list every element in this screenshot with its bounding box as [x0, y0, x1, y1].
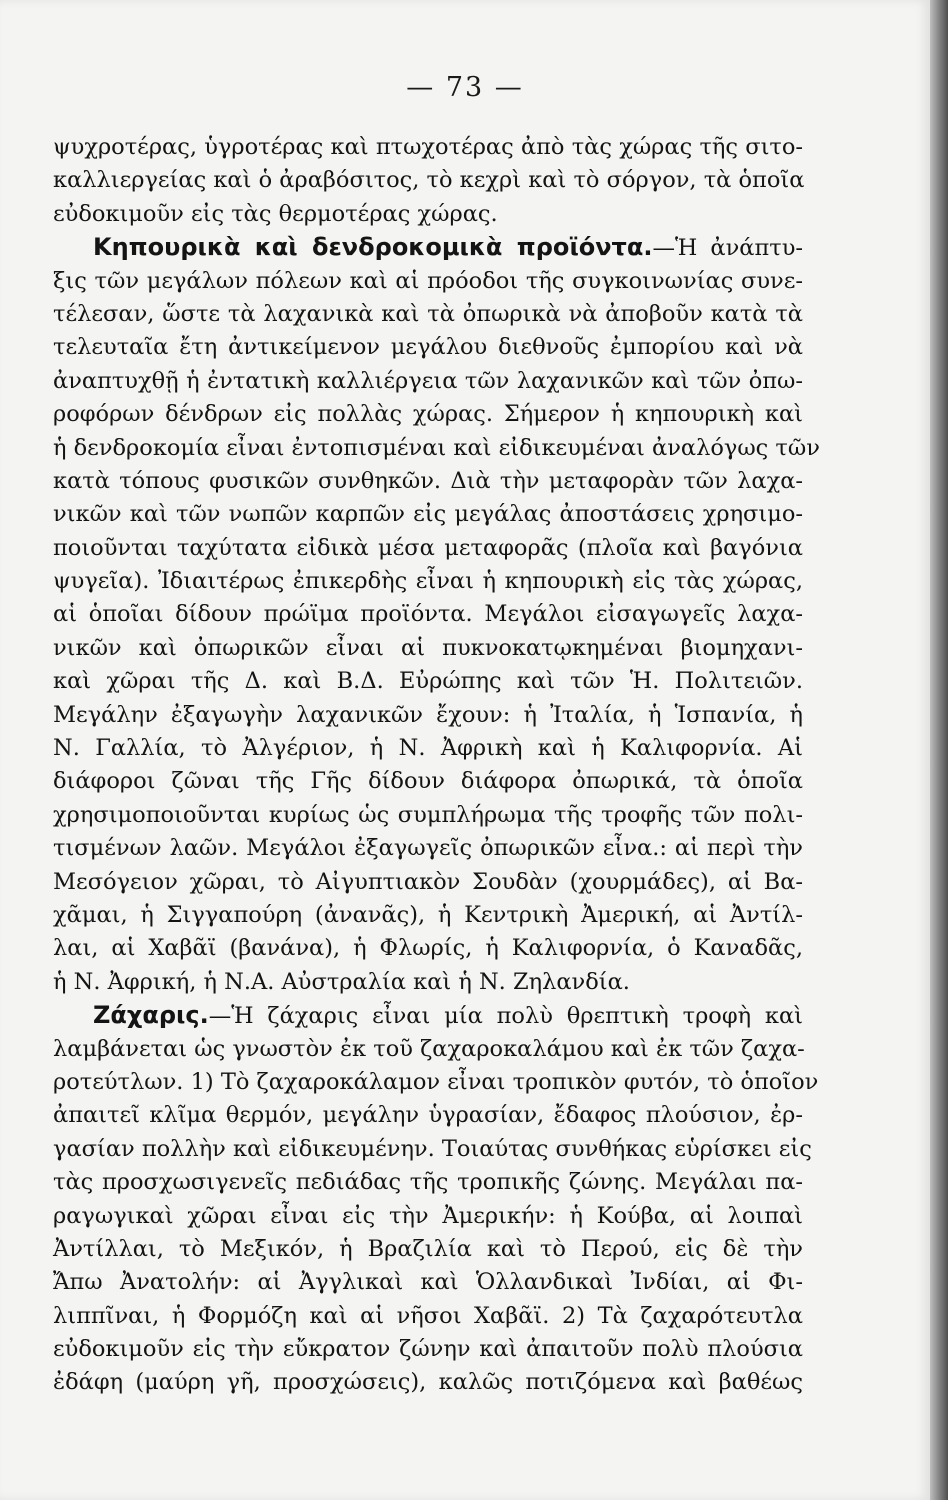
text-line: ποιοῦνται ταχύτατα εἰδικὰ μέσα μεταφορᾶς (πλοῖα καὶ βαγόνια — [53, 534, 803, 561]
text-line: χρησιμοποιοῦνται κυρίως ὡς συμπλήρωμα τῆς τροφῆς τῶν πολι- — [53, 801, 803, 828]
text-line: ἀπαιτεῖ κλῖμα θερμόν, μεγάλην ὑγρασίαν, ἔδαφος πλούσιον, ἐρ- — [53, 1102, 803, 1129]
text-line: ἐδάφη (μαύρη γῆ, προσχώσεις), καλῶς ποτιζόμενα καὶ βαθέως — [53, 1369, 803, 1396]
text-line: Ἄπω Ἀνατολήν: αἱ Ἀγγλικαὶ καὶ Ὁλλανδικαὶ Ἰνδίαι, αἱ Φι- — [53, 1269, 803, 1296]
text-line: τὰς προσχωσιγενεῖς πεδιάδας τῆς τροπικῆς ζώνης. Μεγάλαι πα- — [53, 1169, 803, 1196]
text-line: ραγωγικαὶ χῶραι εἶναι εἰς τὴν Ἀμερικήν: ἡ Κούβα, αἱ λοιπαὶ — [53, 1202, 803, 1229]
text-line: ξις τῶν μεγάλων πόλεων καὶ αἱ πρόοδοι τῆς συγκοινωνίας συνε- — [53, 267, 803, 294]
text-line: ροτεύτλων. 1) Τὸ ζαχαροκάλαμον εἶναι τροπικὸν φυτόν, τὸ ὁποῖον — [53, 1068, 819, 1095]
text-line: ἡ δενδροκομία εἶναι ἐντοπισμέναι καὶ εἰδικευμέναι ἀναλόγως τῶν — [53, 434, 820, 461]
text-line: τισμένων λαῶν. Μεγάλοι ἐξαγωγεῖς ὀπωρικῶν εἶνα.: αἱ περὶ τὴν — [53, 835, 803, 862]
section-heading-horticulture: Κηπουρικὰ καὶ δενδροκομικὰ προϊόντα. — [93, 233, 653, 262]
text-line: κατὰ τόπους φυσικῶν συνθηκῶν. Διὰ τὴν μεταφορὰν τῶν λαχα- — [53, 467, 803, 494]
text-line: λιππῖναι, ἡ Φορμόζη καὶ αἱ νῆσοι Χαβᾶϊ. 2) Τὰ ζαχαρότευτλα — [53, 1302, 803, 1329]
text-line: λαι, αἱ Χαβᾶϊ (βανάνα), ἡ Φλωρίς, ἡ Καλιφορνία, ὁ Καναδᾶς, — [53, 935, 803, 962]
text-line: καὶ χῶραι τῆς Δ. καὶ Β.Δ. Εὐρώπης καὶ τῶν Ἡ. Πολιτειῶν. — [53, 668, 803, 695]
text-line: τέλεσαν, ὥστε τὰ λαχανικὰ καὶ τὰ ὀπωρικὰ νὰ ἀποβοῦν κατὰ τὰ — [53, 300, 803, 327]
text-line: νικῶν καὶ τῶν νωπῶν καρπῶν εἰς μεγάλας ἀποστάσεις χρησιμο- — [53, 501, 803, 528]
text-line: αἱ ὁποῖαι δίδουν πρώϊμα προϊόντα. Μεγάλοι εἰσαγωγεῖς λαχα- — [53, 601, 803, 628]
text-line: ροφόρων δένδρων εἰς πολλὰς χώρας. Σήμερον ἡ κηπουρικὴ καὶ — [53, 401, 803, 428]
text-line: ψυγεῖα). Ἰδιαιτέρως ἐπικερδὴς εἶναι ἡ κηπουρικὴ εἰς τὰς χώρας, — [53, 568, 803, 595]
text-line: διάφοροι ζῶναι τῆς Γῆς δίδουν διάφορα ὀπωρικά, τὰ ὁποῖα — [53, 768, 803, 795]
section-heading-line — [53, 999, 803, 1032]
text-line: εὐδοκιμοῦν εἰς τὰς θερμοτέρας χώρας. — [53, 200, 498, 227]
text-line: Μεγάλην ἐξαγωγὴν λαχανικῶν ἔχουν: ἡ Ἰταλία, ἡ Ἱσπανία, ἡ — [53, 701, 803, 728]
page-number: — 73 — — [406, 72, 524, 103]
text-line: καλλιεργείας καὶ ὁ ἀραβόσιτος, τὸ κεχρὶ καὶ τὸ σόργον, τὰ ὁποῖα — [53, 167, 805, 194]
text-line: εὐδοκιμοῦν εἰς τὴν εὔκρατον ζώνην καὶ ἀπαιτοῦν πολὺ πλούσια — [53, 1336, 803, 1363]
text-line: λαμβάνεται ὡς γνωστὸν ἐκ τοῦ ζαχαροκαλάμου καὶ ἐκ τῶν ζαχα- — [53, 1035, 805, 1062]
section-heading-line — [53, 231, 803, 264]
text-line: ἡ Ν. Ἀφρική, ἡ Ν.Α. Αὐστραλία καὶ ἡ Ν. Ζηλανδία. — [53, 968, 630, 995]
text-line: χᾶμαι, ἡ Σιγγαπούρη (ἀνανᾶς), ἡ Κεντρικὴ Ἀμερική, αἱ Ἀντίλ- — [53, 901, 803, 928]
text-line-rest: —Ἡ ζάχαρις εἶναι μία πολὺ θρεπτικὴ τροφὴ καὶ — [208, 1003, 803, 1030]
text-line: τελευταῖα ἔτη ἀντικείμενον μεγάλου διεθνοῦς ἐμπορίου καὶ νὰ — [53, 334, 803, 361]
text-line: ἀναπτυχθῇ ἡ ἐντατικὴ καλλιέργεια τῶν λαχανικῶν καὶ τῶν ὀπω- — [53, 367, 803, 394]
section-heading-sugar: Ζάχαρις. — [93, 1001, 209, 1030]
text-line: Ν. Γαλλία, τὸ Ἀλγέριον, ἡ Ν. Ἀφρικὴ καὶ ἡ Καλιφορνία. Αἱ — [53, 735, 803, 762]
text-line: Μεσόγειον χῶραι, τὸ Αἰγυπτιακὸν Σουδὰν (χουρμάδες), αἱ Βα- — [53, 868, 803, 895]
book-spine-edge — [930, 0, 948, 1500]
text-line: ψυχροτέρας, ὑγροτέρας καὶ πτωχοτέρας ἀπὸ τὰς χώρας τῆς σιτο- — [53, 134, 803, 160]
text-line: Ἀντίλλαι, τὸ Μεξικόν, ἡ Βραζιλία καὶ τὸ Περού, εἰς δὲ τὴν — [53, 1235, 803, 1262]
body-text — [53, 131, 820, 1400]
text-line: νικῶν καὶ ὀπωρικῶν εἶναι αἱ πυκνοκατῳκημέναι βιομηχανι- — [53, 634, 803, 661]
text-line-rest: —Ἡ ἀνάπτυ- — [652, 235, 804, 262]
text-line: γασίαν πολλὴν καὶ εἰδικευμένην. Τοιαύτας συνθήκας εὑρίσκει εἰς — [53, 1135, 812, 1162]
